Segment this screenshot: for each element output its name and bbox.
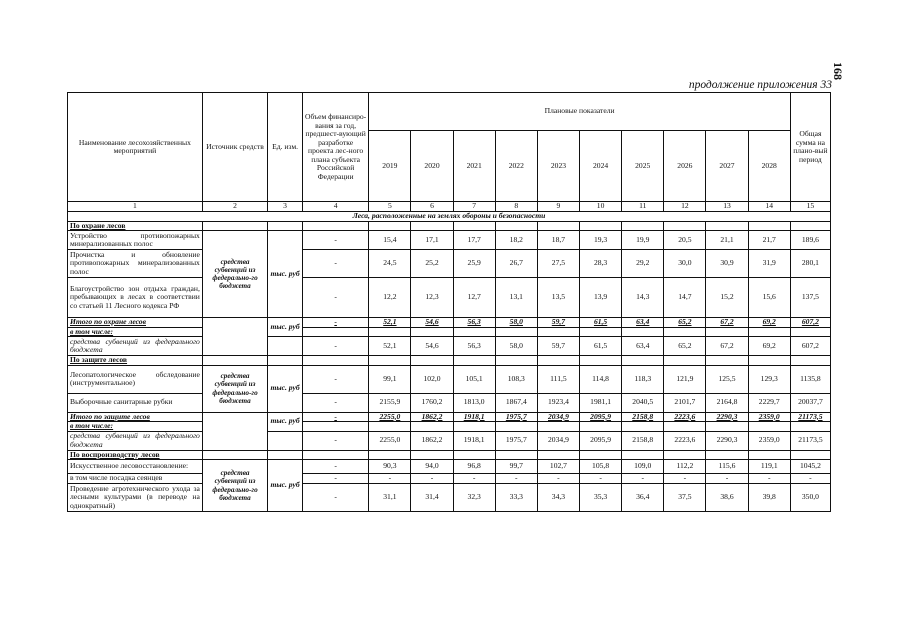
- table-row: [68, 278, 831, 318]
- empty-cell: [622, 221, 664, 231]
- header-total: Общая сумма на плано-вый период: [790, 93, 830, 202]
- empty-cell: [664, 327, 706, 337]
- period-total-cell: 607,2: [790, 337, 830, 356]
- year-value-cell: -: [453, 474, 495, 484]
- year-value-cell: 61,5: [580, 318, 622, 328]
- empty-cell: [537, 422, 579, 432]
- column-number: 12: [664, 202, 706, 212]
- group-title-row: [68, 356, 831, 366]
- subvention-row: [68, 337, 831, 356]
- empty-cell: [369, 221, 411, 231]
- activity-name: Лесопатологическое обследование (инструментальное): [68, 365, 203, 393]
- year-value-cell: 52,1: [369, 337, 411, 356]
- section-row: [68, 212, 831, 222]
- year-value-cell: -: [706, 474, 748, 484]
- header-year: 2023: [537, 131, 579, 202]
- year-value-cell: 52,1: [369, 318, 411, 328]
- group-title-row: [68, 450, 831, 460]
- total-row: [68, 318, 831, 328]
- funding-source: средства субвенций из федерально-го бюджета: [202, 460, 267, 512]
- continuation-label: продолжение приложения 33: [688, 79, 832, 91]
- year-value-cell: 37,5: [664, 484, 706, 512]
- year-value-cell: 39,8: [748, 484, 790, 512]
- table-row: [68, 484, 831, 512]
- year-value-cell: 15,2: [706, 278, 748, 318]
- year-value-cell: 21,1: [706, 231, 748, 250]
- year-value-cell: 38,6: [706, 484, 748, 512]
- empty-cell: [302, 422, 368, 432]
- empty-cell: [748, 422, 790, 432]
- year-value-cell: 13,9: [580, 278, 622, 318]
- year-value-cell: 99,1: [369, 365, 411, 393]
- empty-cell: [664, 221, 706, 231]
- year-value-cell: 111,5: [537, 365, 579, 393]
- year-value-cell: 31,1: [369, 484, 411, 512]
- empty-cell: [790, 422, 830, 432]
- column-number: 3: [268, 202, 303, 212]
- funding-source: средства субвенций из федерально-го бюджета: [202, 231, 267, 318]
- prior-volume-cell: -: [302, 337, 368, 356]
- year-value-cell: 29,2: [622, 250, 664, 278]
- empty-cell: [369, 450, 411, 460]
- period-total-cell: 280,1: [790, 250, 830, 278]
- empty-cell: [622, 327, 664, 337]
- year-value-cell: 14,7: [664, 278, 706, 318]
- year-value-cell: 59,7: [537, 318, 579, 328]
- year-value-cell: 1862,2: [411, 431, 453, 450]
- unit-cell: тыс. руб: [268, 460, 303, 512]
- activity-name: Прочистка и обновление противопожарных минерализованных полос: [68, 250, 203, 278]
- empty-cell: [302, 356, 368, 366]
- header-volume: Объем финансиро-вания за год, предшест-вующий разработке проекта лес-ного плана субъекта Российской Федерации: [302, 93, 368, 202]
- column-number: 5: [369, 202, 411, 212]
- including-row: [68, 422, 831, 432]
- header-year: 2020: [411, 131, 453, 202]
- empty-cell: [202, 356, 267, 366]
- year-value-cell: 119,1: [748, 460, 790, 474]
- year-value-cell: 15,6: [748, 278, 790, 318]
- column-number: 15: [790, 202, 830, 212]
- year-value-cell: 69,2: [748, 337, 790, 356]
- empty-cell: [664, 356, 706, 366]
- table-row: [68, 250, 831, 278]
- empty-cell: [202, 450, 267, 460]
- column-number: 1: [68, 202, 203, 212]
- empty-cell: [411, 450, 453, 460]
- empty-cell: [453, 356, 495, 366]
- empty-cell: [622, 450, 664, 460]
- year-value-cell: 63,4: [622, 318, 664, 328]
- year-value-cell: -: [580, 474, 622, 484]
- year-value-cell: 58,0: [495, 337, 537, 356]
- activity-name: Благоустройство зон отдыха граждан, пребывающих в лесах в соответствии со статьей 11 Лесного кодекса РФ: [68, 278, 203, 318]
- year-value-cell: 105,8: [580, 460, 622, 474]
- year-value-cell: 12,3: [411, 278, 453, 318]
- empty-cell: [495, 450, 537, 460]
- year-value-cell: 108,3: [495, 365, 537, 393]
- empty-cell: [268, 356, 303, 366]
- table-row: [68, 365, 831, 393]
- empty-cell: [495, 221, 537, 231]
- empty-cell: [411, 221, 453, 231]
- year-value-cell: 24,5: [369, 250, 411, 278]
- year-value-cell: 2229,7: [748, 393, 790, 412]
- page-number: 168: [831, 62, 845, 80]
- period-total-cell: 1045,2: [790, 460, 830, 474]
- empty-cell: [268, 221, 303, 231]
- plan-table: [67, 92, 831, 512]
- year-value-cell: 2155,9: [369, 393, 411, 412]
- table-row: [68, 231, 831, 250]
- empty-cell: [369, 327, 411, 337]
- year-value-cell: 69,2: [748, 318, 790, 328]
- column-number: 2: [202, 202, 267, 212]
- empty-cell: [302, 327, 368, 337]
- year-value-cell: 35,3: [580, 484, 622, 512]
- period-total-cell: 189,6: [790, 231, 830, 250]
- year-value-cell: 2255,0: [369, 431, 411, 450]
- prior-volume-cell: -: [302, 412, 368, 422]
- unit-cell: тыс. руб: [268, 318, 303, 337]
- column-number: 4: [302, 202, 368, 212]
- year-value-cell: 121,9: [664, 365, 706, 393]
- group-title-row: [68, 221, 831, 231]
- year-value-cell: 34,3: [537, 484, 579, 512]
- year-value-cell: 99,7: [495, 460, 537, 474]
- table-row: [68, 393, 831, 412]
- prior-volume-cell: -: [302, 231, 368, 250]
- header-source: Источник средств: [202, 93, 267, 202]
- empty-cell: [706, 327, 748, 337]
- prior-volume-cell: -: [302, 431, 368, 450]
- empty-cell: [706, 422, 748, 432]
- group-title: По охране лесов: [68, 221, 203, 231]
- prior-volume-cell: -: [302, 393, 368, 412]
- period-total-cell: 21173,5: [790, 412, 830, 422]
- period-total-cell: 607,2: [790, 318, 830, 328]
- empty-cell: [369, 356, 411, 366]
- header-year: 2019: [369, 131, 411, 202]
- period-total-cell: 20037,7: [790, 393, 830, 412]
- column-number: 13: [706, 202, 748, 212]
- period-total-cell: -: [790, 474, 830, 484]
- year-value-cell: 114,8: [580, 365, 622, 393]
- year-value-cell: 31,4: [411, 484, 453, 512]
- year-value-cell: 30,9: [706, 250, 748, 278]
- year-value-cell: 94,0: [411, 460, 453, 474]
- empty-cell: [411, 356, 453, 366]
- year-value-cell: 2223,6: [664, 431, 706, 450]
- header-year: 2024: [580, 131, 622, 202]
- empty-cell: [580, 422, 622, 432]
- year-value-cell: -: [622, 474, 664, 484]
- header-year: 2021: [453, 131, 495, 202]
- empty-cell: [453, 221, 495, 231]
- year-value-cell: 17,7: [453, 231, 495, 250]
- year-value-cell: 32,3: [453, 484, 495, 512]
- year-value-cell: 36,4: [622, 484, 664, 512]
- header-year: 2025: [622, 131, 664, 202]
- empty-cell: [268, 337, 303, 356]
- year-value-cell: 18,7: [537, 231, 579, 250]
- empty-cell: [302, 450, 368, 460]
- column-number: 8: [495, 202, 537, 212]
- year-value-cell: 61,5: [580, 337, 622, 356]
- subvention-label: средства субвенций из федерального бюджета: [68, 337, 203, 356]
- total-label: Итого по охране лесов: [68, 318, 203, 328]
- year-value-cell: 54,6: [411, 337, 453, 356]
- period-total-cell: 350,0: [790, 484, 830, 512]
- column-number: 6: [411, 202, 453, 212]
- year-value-cell: 2223,6: [664, 412, 706, 422]
- header-year: 2027: [706, 131, 748, 202]
- empty-cell: [790, 450, 830, 460]
- empty-cell: [495, 327, 537, 337]
- year-value-cell: 19,3: [580, 231, 622, 250]
- year-value-cell: 2158,8: [622, 412, 664, 422]
- empty-cell: [453, 327, 495, 337]
- header-year: 2022: [495, 131, 537, 202]
- year-value-cell: 1981,1: [580, 393, 622, 412]
- year-value-cell: 1813,0: [453, 393, 495, 412]
- year-value-cell: 12,7: [453, 278, 495, 318]
- year-value-cell: 115,6: [706, 460, 748, 474]
- year-value-cell: 28,3: [580, 250, 622, 278]
- group-title: По воспроизводству лесов: [68, 450, 203, 460]
- empty-cell: [495, 356, 537, 366]
- column-number: 14: [748, 202, 790, 212]
- year-value-cell: 1975,7: [495, 412, 537, 422]
- empty-cell: [790, 221, 830, 231]
- year-value-cell: 2164,8: [706, 393, 748, 412]
- activity-name: Искусственное лесовосстановление:: [68, 460, 203, 474]
- year-value-cell: 1975,7: [495, 431, 537, 450]
- year-value-cell: 67,2: [706, 337, 748, 356]
- empty-cell: [411, 327, 453, 337]
- year-value-cell: 65,2: [664, 337, 706, 356]
- year-value-cell: 2034,9: [537, 431, 579, 450]
- year-value-cell: 1760,2: [411, 393, 453, 412]
- empty-cell: [622, 356, 664, 366]
- year-value-cell: 30,0: [664, 250, 706, 278]
- unit-cell: тыс. руб: [268, 365, 303, 412]
- year-value-cell: 58,0: [495, 318, 537, 328]
- prior-volume-cell: -: [302, 460, 368, 474]
- header-planned: Плановые показатели: [369, 93, 791, 131]
- year-value-cell: 2255,0: [369, 412, 411, 422]
- empty-cell: [537, 327, 579, 337]
- year-value-cell: 54,6: [411, 318, 453, 328]
- year-value-cell: 2290,3: [706, 431, 748, 450]
- year-value-cell: 20,5: [664, 231, 706, 250]
- activity-name: Устройство противопожарных минерализованных полос: [68, 231, 203, 250]
- empty-cell: [268, 450, 303, 460]
- total-label: Итого по защите лесов: [68, 412, 203, 422]
- empty-cell: [622, 422, 664, 432]
- empty-cell: [748, 327, 790, 337]
- empty-cell: [369, 422, 411, 432]
- year-value-cell: 125,5: [706, 365, 748, 393]
- year-value-cell: 13,5: [537, 278, 579, 318]
- year-value-cell: 59,7: [537, 337, 579, 356]
- year-value-cell: 1923,4: [537, 393, 579, 412]
- empty-cell: [706, 450, 748, 460]
- prior-volume-cell: -: [302, 318, 368, 328]
- empty-cell: [580, 356, 622, 366]
- year-value-cell: 90,3: [369, 460, 411, 474]
- empty-cell: [537, 356, 579, 366]
- section-title: Леса, расположенные на землях обороны и безопасности: [68, 212, 831, 222]
- empty-cell: [537, 450, 579, 460]
- empty-cell: [706, 221, 748, 231]
- prior-volume-cell: -: [302, 484, 368, 512]
- year-value-cell: 63,4: [622, 337, 664, 356]
- empty-cell: [537, 221, 579, 231]
- empty-cell: [202, 412, 267, 450]
- empty-cell: [268, 431, 303, 450]
- header-name: Наименование лесохозяйственных мероприятий: [68, 93, 203, 202]
- year-value-cell: 56,3: [453, 318, 495, 328]
- empty-cell: [411, 422, 453, 432]
- empty-cell: [453, 422, 495, 432]
- empty-cell: [302, 221, 368, 231]
- year-value-cell: 2290,3: [706, 412, 748, 422]
- year-value-cell: 105,1: [453, 365, 495, 393]
- year-value-cell: 21,7: [748, 231, 790, 250]
- year-value-cell: 15,4: [369, 231, 411, 250]
- year-value-cell: 25,2: [411, 250, 453, 278]
- year-value-cell: 2101,7: [664, 393, 706, 412]
- empty-cell: [748, 450, 790, 460]
- activity-name: Проведение агротехнического ухода за лесными культурами (в переводе на однократный): [68, 484, 203, 512]
- header-year: 2026: [664, 131, 706, 202]
- year-value-cell: 2040,5: [622, 393, 664, 412]
- year-value-cell: 112,2: [664, 460, 706, 474]
- table-row: [68, 474, 831, 484]
- year-value-cell: 33,3: [495, 484, 537, 512]
- year-value-cell: 96,8: [453, 460, 495, 474]
- empty-cell: [580, 327, 622, 337]
- empty-cell: [580, 450, 622, 460]
- column-number: 10: [580, 202, 622, 212]
- empty-cell: [790, 356, 830, 366]
- year-value-cell: -: [411, 474, 453, 484]
- year-value-cell: 1918,1: [453, 412, 495, 422]
- year-value-cell: 2359,0: [748, 431, 790, 450]
- empty-cell: [748, 221, 790, 231]
- year-value-cell: 25,9: [453, 250, 495, 278]
- prior-volume-cell: -: [302, 365, 368, 393]
- empty-cell: [202, 221, 267, 231]
- header-year: 2028: [748, 131, 790, 202]
- unit-cell: тыс. руб: [268, 231, 303, 318]
- year-value-cell: 14,3: [622, 278, 664, 318]
- year-value-cell: 19,9: [622, 231, 664, 250]
- including-label: в том числе:: [68, 327, 203, 337]
- activity-name: в том числе посадка сеянцев: [68, 474, 203, 484]
- year-value-cell: 118,3: [622, 365, 664, 393]
- year-value-cell: 18,2: [495, 231, 537, 250]
- year-value-cell: 17,1: [411, 231, 453, 250]
- year-value-cell: -: [748, 474, 790, 484]
- column-number: 11: [622, 202, 664, 212]
- empty-cell: [790, 327, 830, 337]
- empty-cell: [748, 356, 790, 366]
- year-value-cell: 2034,9: [537, 412, 579, 422]
- empty-cell: [706, 356, 748, 366]
- year-value-cell: -: [537, 474, 579, 484]
- period-total-cell: 21173,5: [790, 431, 830, 450]
- year-value-cell: 1862,2: [411, 412, 453, 422]
- empty-cell: [664, 450, 706, 460]
- column-number-row: [68, 202, 831, 212]
- year-value-cell: 67,2: [706, 318, 748, 328]
- column-number: 7: [453, 202, 495, 212]
- total-row: [68, 412, 831, 422]
- year-value-cell: 27,5: [537, 250, 579, 278]
- year-value-cell: 26,7: [495, 250, 537, 278]
- empty-cell: [495, 422, 537, 432]
- empty-cell: [580, 221, 622, 231]
- year-value-cell: 65,2: [664, 318, 706, 328]
- year-value-cell: 13,1: [495, 278, 537, 318]
- prior-volume-cell: -: [302, 474, 368, 484]
- year-value-cell: 129,3: [748, 365, 790, 393]
- year-value-cell: 1918,1: [453, 431, 495, 450]
- prior-volume-cell: -: [302, 250, 368, 278]
- including-row: [68, 327, 831, 337]
- group-title: По защите лесов: [68, 356, 203, 366]
- year-value-cell: -: [369, 474, 411, 484]
- empty-cell: [202, 318, 267, 356]
- subvention-label: средства субвенций из федерального бюджета: [68, 431, 203, 450]
- unit-cell: тыс. руб: [268, 412, 303, 431]
- period-total-cell: 1135,8: [790, 365, 830, 393]
- including-label: в том числе:: [68, 422, 203, 432]
- year-value-cell: 2359,0: [748, 412, 790, 422]
- year-value-cell: 2095,9: [580, 431, 622, 450]
- year-value-cell: -: [495, 474, 537, 484]
- year-value-cell: 2095,9: [580, 412, 622, 422]
- year-value-cell: 1867,4: [495, 393, 537, 412]
- header-unit: Ед. изм.: [268, 93, 303, 202]
- year-value-cell: 109,0: [622, 460, 664, 474]
- year-value-cell: 56,3: [453, 337, 495, 356]
- empty-cell: [453, 450, 495, 460]
- year-value-cell: 102,0: [411, 365, 453, 393]
- period-total-cell: 137,5: [790, 278, 830, 318]
- year-value-cell: 102,7: [537, 460, 579, 474]
- column-number: 9: [537, 202, 579, 212]
- year-value-cell: 31,9: [748, 250, 790, 278]
- activity-name: Выборочные санитарные рубки: [68, 393, 203, 412]
- subvention-row: [68, 431, 831, 450]
- empty-cell: [664, 422, 706, 432]
- year-value-cell: 12,2: [369, 278, 411, 318]
- year-value-cell: 2158,8: [622, 431, 664, 450]
- table-row: [68, 460, 831, 474]
- prior-volume-cell: -: [302, 278, 368, 318]
- year-value-cell: -: [664, 474, 706, 484]
- funding-source: средства субвенций из федерально-го бюджета: [202, 365, 267, 412]
